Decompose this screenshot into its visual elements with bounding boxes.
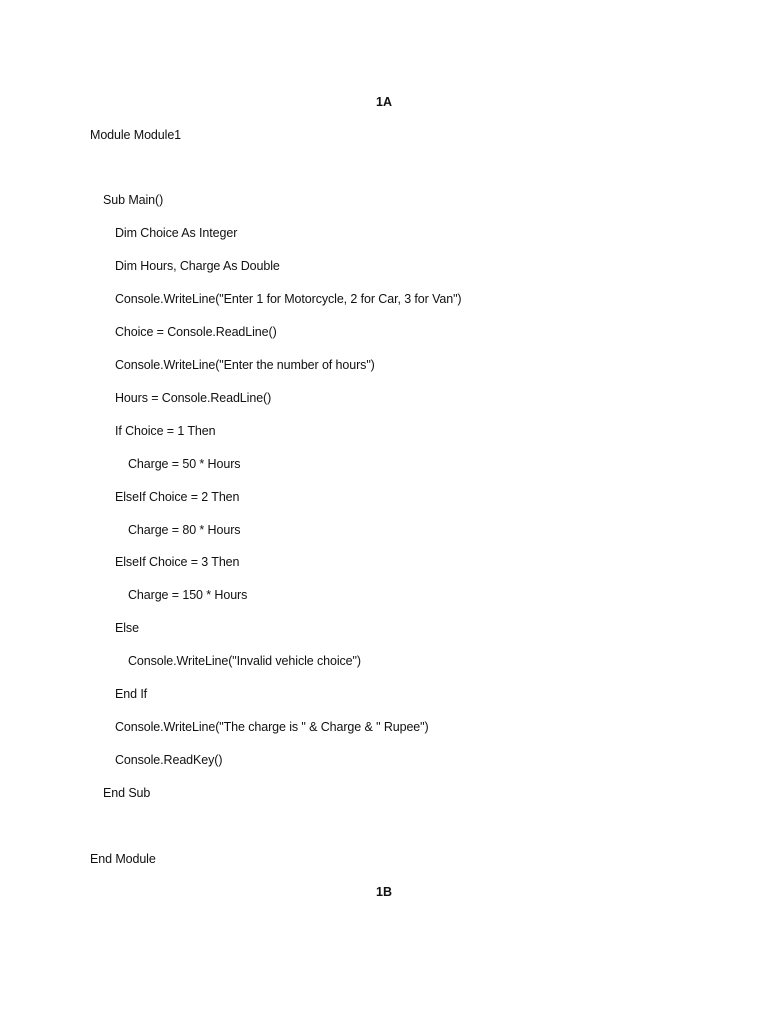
code-line: If Choice = 1 Then (115, 424, 216, 438)
code-line: Console.WriteLine("Enter 1 for Motorcycle, 2 for Car, 3 for Van") (115, 292, 462, 306)
code-line: Else (115, 621, 139, 635)
code-line: Console.ReadKey() (115, 753, 223, 767)
code-line: Console.WriteLine("The charge is " & Charge & " Rupee") (115, 720, 429, 734)
code-line: Choice = Console.ReadLine() (115, 325, 277, 339)
section-heading-1b: 1B (376, 885, 392, 899)
code-line: Dim Hours, Charge As Double (115, 259, 280, 273)
code-line: Console.WriteLine("Invalid vehicle choice") (128, 654, 361, 668)
code-line: Module Module1 (90, 128, 182, 142)
code-line: Charge = 80 * Hours (128, 523, 241, 537)
code-line: End Sub (103, 786, 151, 800)
code-line: Charge = 150 * Hours (128, 588, 248, 602)
code-line: End If (115, 687, 148, 701)
code-line: Dim Choice As Integer (115, 226, 238, 240)
code-line: ElseIf Choice = 3 Then (115, 555, 240, 569)
code-line: Sub Main() (103, 193, 164, 207)
code-line: Charge = 50 * Hours (128, 457, 241, 471)
section-heading-1a: 1A (376, 95, 392, 109)
code-line: End Module (90, 852, 156, 866)
code-line: Console.WriteLine("Enter the number of hours") (115, 358, 375, 372)
code-line: Hours = Console.ReadLine() (115, 391, 272, 405)
code-line: ElseIf Choice = 2 Then (115, 490, 240, 504)
